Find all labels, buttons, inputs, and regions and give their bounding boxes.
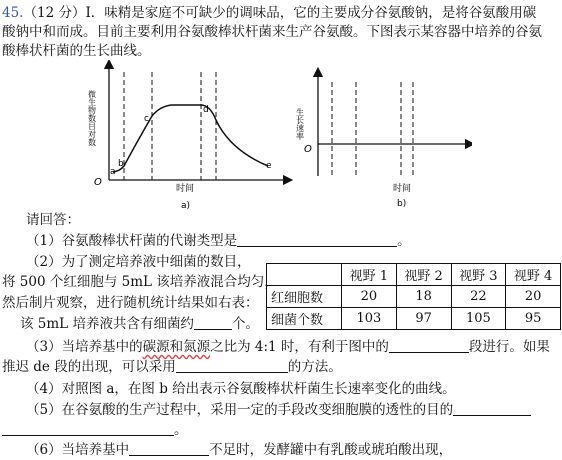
q3-text-a: （3）当培养基中的 — [26, 339, 143, 355]
q5-end: 。 — [174, 422, 188, 438]
table-cell: 22 — [451, 286, 506, 308]
table-cell: 97 — [396, 308, 451, 330]
point-label-c: c — [144, 114, 149, 124]
point-label-a: a — [110, 167, 116, 177]
table-row — [267, 286, 561, 308]
point-label-e: e — [266, 161, 272, 171]
question-header — [2, 4, 536, 22]
q3-answer-blank-2[interactable] — [176, 359, 288, 373]
question-1 — [26, 232, 411, 250]
caption-a: a) — [181, 201, 191, 210]
table-cell: 103 — [342, 308, 397, 330]
caption-b: b) — [397, 199, 407, 209]
q3-text-b: 之比为 4:1 时，有利于图中的 — [210, 339, 389, 355]
growth-curve-figure-a — [80, 60, 295, 210]
q1-answer-blank[interactable] — [237, 233, 397, 247]
q2-line-3: 然后制片观察，进行随机统计结果如右表： — [2, 295, 259, 311]
table-row — [267, 308, 561, 330]
table-cell: 105 — [451, 308, 506, 330]
q6-text-a: （6）当培养基中 — [26, 442, 130, 458]
q6-answer-blank[interactable] — [129, 442, 209, 456]
question-4: （4）对照图 a，在图 b 给出表示谷氨酸棒状杆菌生长速率变化的曲线。 — [26, 381, 456, 397]
table-corner — [267, 264, 342, 286]
intro-line-1: 味精是家庭不可缺少的调味品，它的主要成分谷氨酸钠，是将谷氨酸用碳 — [104, 5, 537, 21]
x-axis-label-a: 时间 — [176, 184, 195, 194]
table-cell: 20 — [506, 286, 561, 308]
q1-text: （1）谷氨酸棒状杆菌的代谢类型是 — [26, 233, 238, 249]
table-header-cell: 视野 3 — [451, 264, 506, 286]
growth-rate-figure-b — [292, 60, 472, 210]
q5-answer-blank-2[interactable] — [2, 422, 174, 436]
q3-line-2 — [2, 358, 342, 376]
table-header-cell: 视野 2 — [396, 264, 451, 286]
q5-line-1 — [26, 401, 531, 419]
q1-end: 。 — [397, 233, 411, 249]
point-label-b: b — [118, 159, 124, 169]
table-cell: 95 — [506, 308, 561, 330]
q3-answer-blank-1[interactable] — [389, 339, 469, 353]
intro-line-3: 酸棒状杆菌的生长曲线。 — [2, 43, 151, 59]
q2-line-1: （2）为了测定培养液中细菌的数目， — [26, 254, 251, 270]
table-cell: 18 — [396, 286, 451, 308]
q2-unit: 个。 — [231, 316, 259, 332]
q2-answer-blank[interactable] — [194, 316, 232, 330]
q6-text-b: 不足时，发酵罐中有乳酸或琥珀酸出现， — [209, 442, 453, 458]
intro-line-2: 酸钠中和而成。目前主要利用谷氨酸棒状杆菌来生产谷氨酸。下图表示某容器中培养的谷氨 — [2, 24, 542, 40]
point-label-d: d — [203, 105, 209, 115]
question-number: 45. — [2, 5, 24, 21]
q2-text: 该 5mL 培养液共含有细菌约 — [20, 316, 194, 332]
growth-curve — [113, 105, 268, 172]
question-6 — [26, 441, 452, 459]
q3-emphasis: 碳源和氮源 — [142, 339, 211, 355]
q5-line-2 — [2, 421, 188, 439]
origin-label-a: O — [94, 177, 102, 188]
q3-text-d: 推迟 de 段的出现，可以采用 — [2, 359, 176, 375]
q5-text: （5）在谷氨酸的生产过程中，采用一定的手段改变细胞膜的透性的目的 — [26, 402, 454, 418]
row-label: 细菌个数 — [267, 308, 342, 330]
q3-line-1 — [26, 338, 550, 356]
question-part: Ⅰ． — [85, 5, 105, 21]
q5-answer-blank-1[interactable] — [453, 402, 531, 416]
table-header-row — [267, 264, 561, 286]
table-cell: 20 — [342, 286, 397, 308]
question-points: （12 分） — [23, 5, 86, 21]
q3-text-e: 的方法。 — [287, 359, 342, 375]
y-axis-label-a: 微生物数目对数 — [87, 90, 97, 146]
q3-text-c: 段进行。如果 — [468, 339, 550, 355]
y-axis-label-b: 生长速率 — [295, 108, 305, 140]
cell-count-table — [266, 263, 561, 330]
q2-line-4 — [20, 315, 259, 333]
table-header-cell: 视野 1 — [342, 264, 397, 286]
table-header-cell: 视野 4 — [506, 264, 561, 286]
origin-label-b: O — [304, 144, 312, 155]
q2-line-2: 将 500 个红细胞与 5mL 该培养液混合均匀， — [2, 274, 278, 290]
row-label: 红细胞数 — [267, 286, 342, 308]
answer-prompt: 请回答： — [26, 212, 80, 228]
x-axis-label-b: 时间 — [393, 184, 412, 194]
